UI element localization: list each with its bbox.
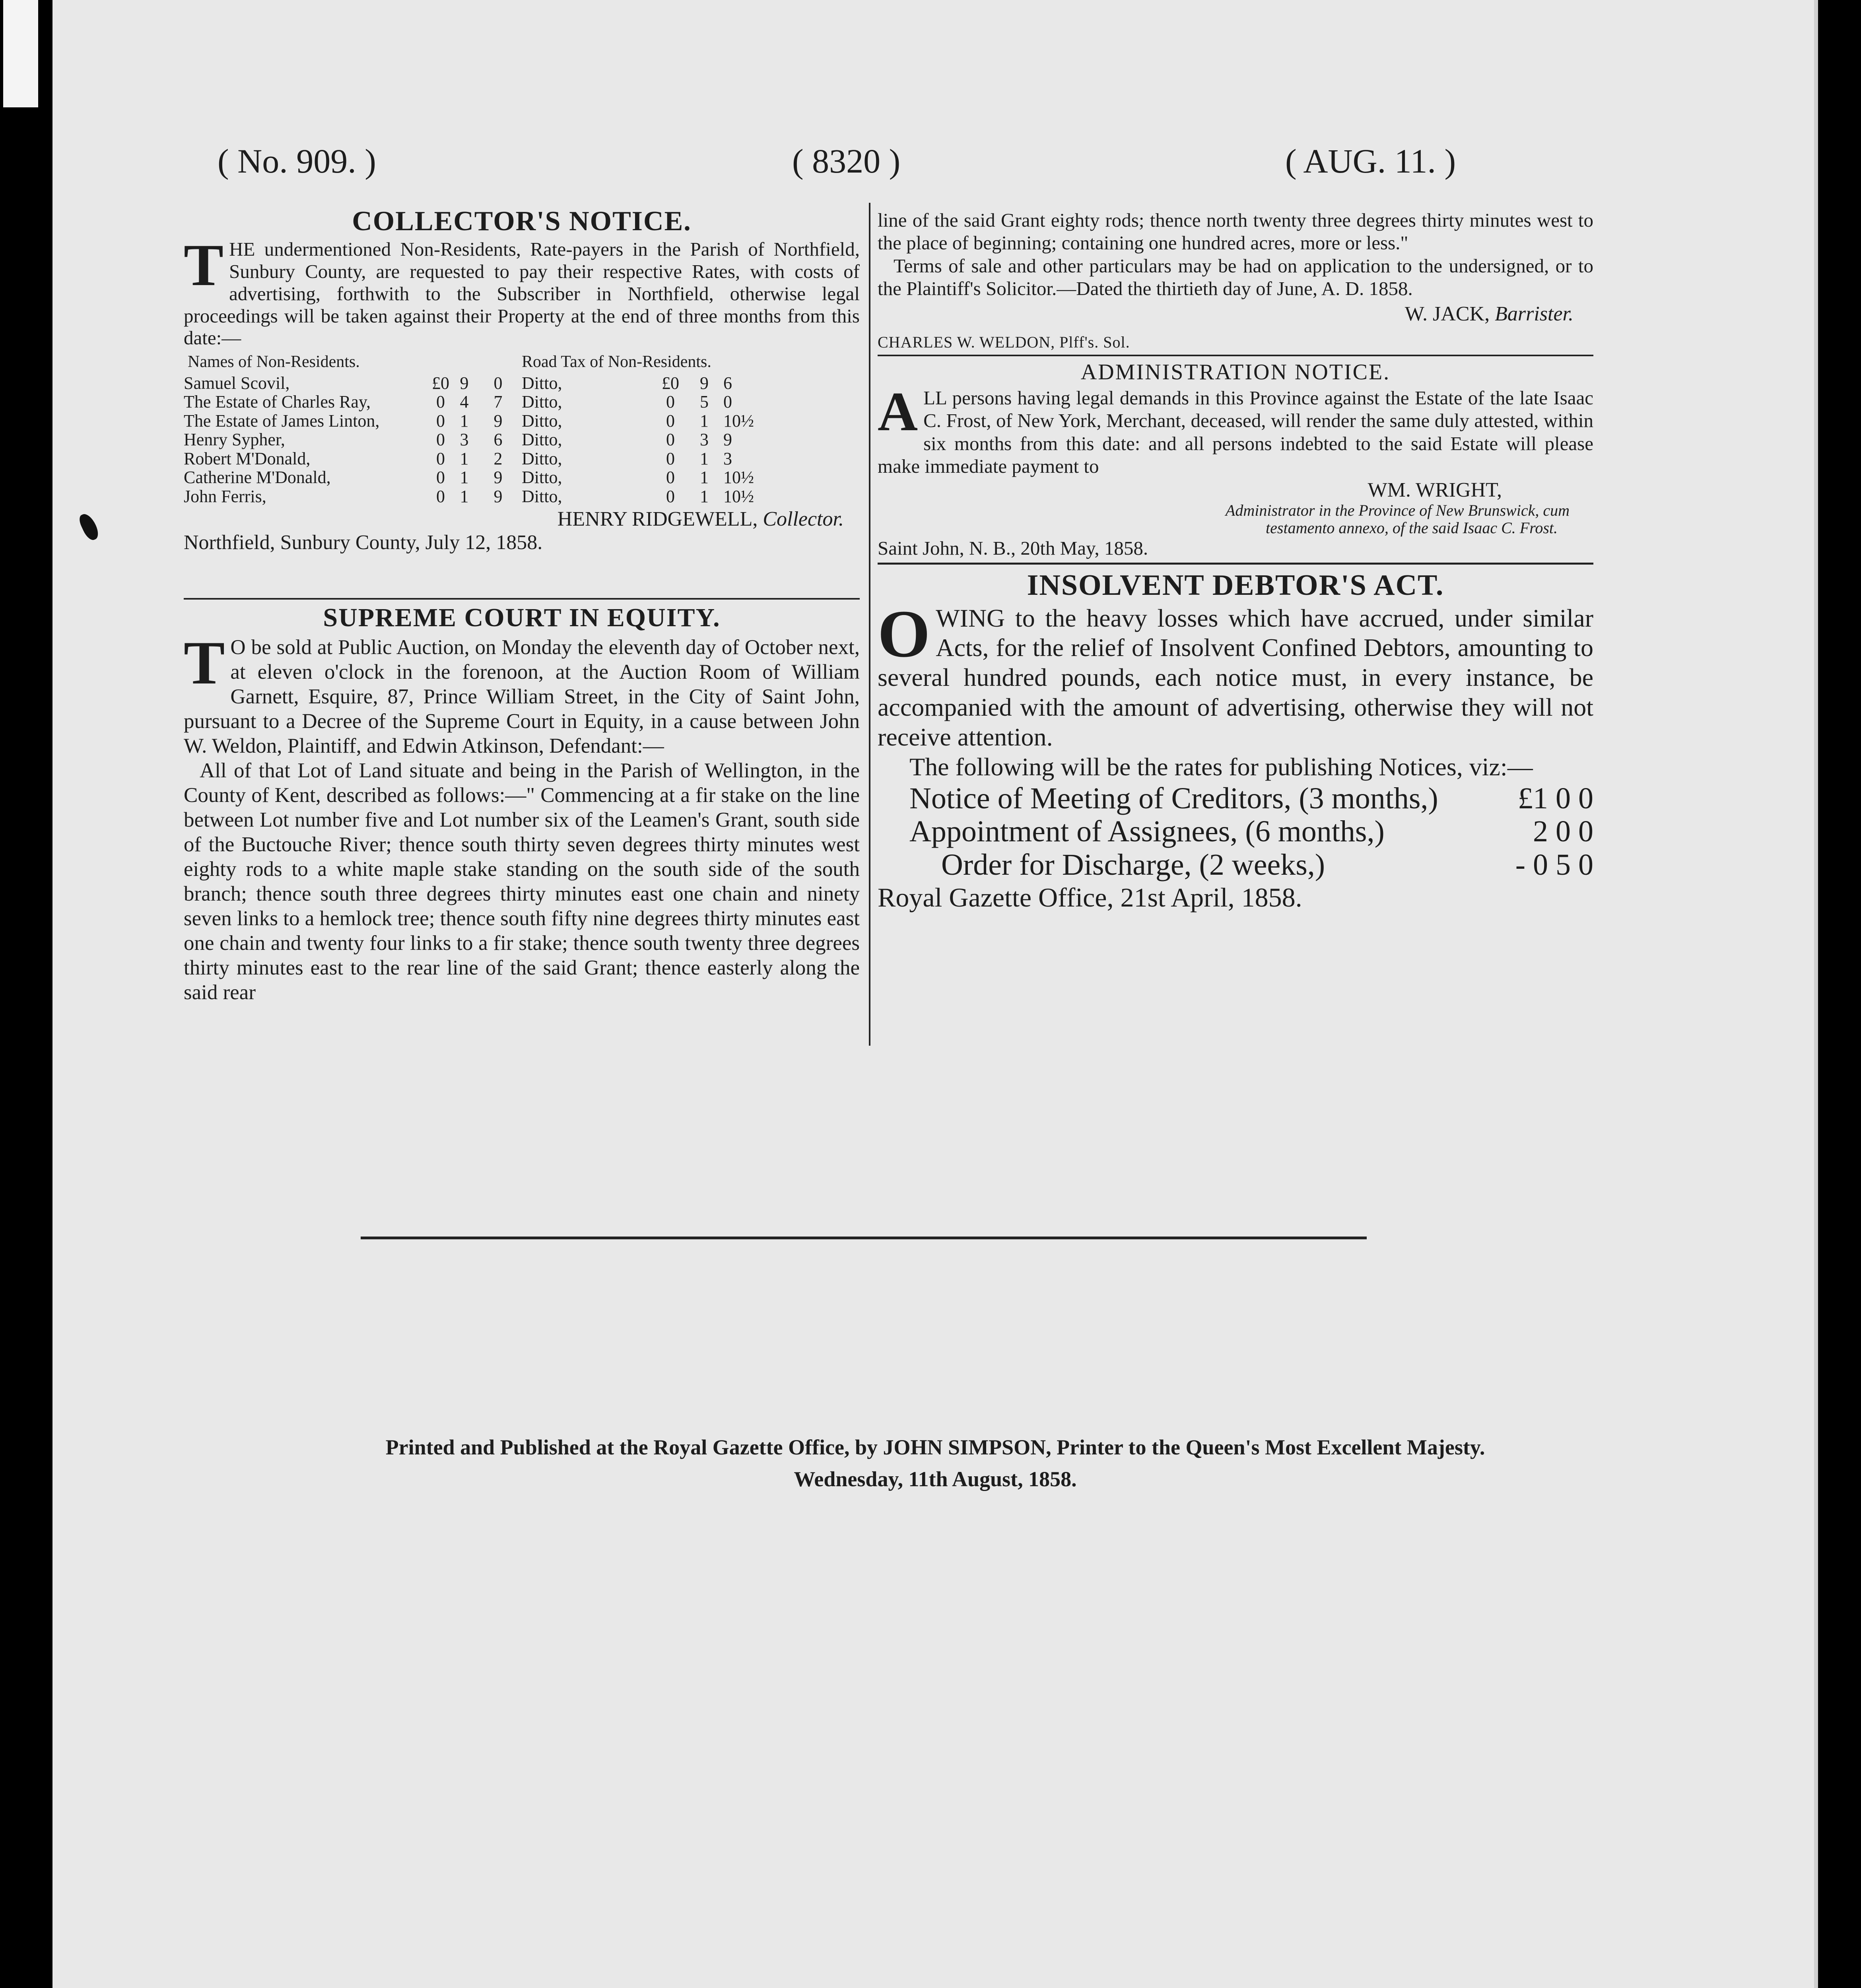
printer-imprint: Printed and Published at the Royal Gazette Office, by JOHN SIMPSON, Printer to the Queen's Most Excellent Majesty. (385, 1435, 1485, 1459)
administrator-signature: WM. WRIGHT, (1368, 479, 1502, 502)
section-divider (878, 355, 1593, 356)
drop-cap: T (184, 232, 224, 298)
barrister-signature: W. JACK, Barrister. (1404, 303, 1573, 326)
land-description-para: All of that Lot of Land situate and being in the Parish of Wellington, in the County of Kent, described as follows:—" Commencing at a fir stake on the line between Lot number five and Lot number six of the Leamen's Grant, south side of the Buctouche River; thence south thirty seven degrees thirty minutes west eighty rods to a white maple stake standing on the south side of the south branch; thence south three degrees thirty minutes east one chain and ninety seven links to a hemlock tree; thence south fifty nine degrees thirty minutes east one chain and twenty four links to a fir stake; thence south twenty three degrees thirty minutes east to the rear line of the said Grant; thence easterly along the said rear (184, 759, 860, 1004)
non-residents-table (184, 353, 860, 506)
page-edge-shadow (1814, 0, 1818, 1988)
issue-date: ( AUG. 11. ) (1285, 142, 1456, 180)
rates-table (878, 782, 1593, 882)
notice-title: ADMINISTRATION NOTICE. (1080, 360, 1391, 385)
closing-rule (361, 1237, 1367, 1239)
section-divider (184, 598, 860, 600)
scan-edge-mark (3, 0, 38, 107)
administration-notice (878, 360, 1593, 559)
table-row: Samuel Scovil, £0 9 0 Ditto, £0 9 6 (184, 373, 732, 393)
column-divider (869, 203, 870, 1046)
insolvent-body: OWING to the heavy losses which have accrued, under similar Acts, for the relief of Insolvent Confined Debtors, amounting to several hundred pounds, each notice must, in every instance, be accompanied with the amount of advertising, otherwise they will not receive attention. (878, 596, 1593, 751)
rate-row: Notice of Meeting of Creditors, (3 months,) £1 0 0 (909, 781, 1593, 815)
rate-row: Appointment of Assignees, (6 months,) 2 0 0 (909, 815, 1593, 848)
table-row: Henry Sypher, 0 3 6 Ditto, 0 3 9 (184, 430, 732, 450)
land-description-continued: line of the said Grant eighty rods; thence north twenty three degrees thirty minutes west to the place of beginning; containing one hundred acres, more or less." (878, 209, 1593, 254)
table-row: The Estate of James Linton, 0 1 9 Ditto, 0 1 10½ (184, 411, 754, 431)
administration-dateline: Saint John, N. B., 20th May, 1858. (878, 537, 1148, 559)
insolvent-dateline: Royal Gazette Office, 21st April, 1858. (878, 882, 1302, 912)
rate-row: Order for Discharge, (2 weeks,) - 0 5 0 (941, 848, 1593, 882)
sale-notice-para: T O be sold at Public Auction, on Monday the eleventh day of October next, at eleven o'clock in the forenoon, at the Auction Room of William Garnett, Esquire, 87, Prince William Street, in the City of Saint John, pursuant to a Decree of the Supreme Court in Equity, in a cause between John W. Weldon, Plaintiff, and Edwin Atkinson, Defendant:— (184, 628, 860, 757)
drop-cap: A (878, 381, 918, 443)
supreme-court-notice (184, 604, 860, 1005)
page-number: ( 8320 ) (792, 142, 901, 180)
insolvent-debtors-notice (878, 569, 1593, 913)
column-header-names: Names of Non-Residents. (188, 353, 360, 371)
column-header-tax: Road Tax of Non-Residents. (522, 353, 711, 371)
table-row: Catherine M'Donald, 0 1 9 Ditto, 0 1 10½ (184, 468, 754, 487)
solicitor-signature: CHARLES W. WELDON, Plff's. Sol. (878, 333, 1130, 351)
collector-signature: HENRY RIDGEWELL, Collector. (557, 508, 844, 531)
drop-cap: O (878, 596, 930, 671)
publication-date: Wednesday, 11th August, 1858. (794, 1467, 1077, 1491)
terms-of-sale: Terms of sale and other particulars may be had on application to the undersigned, or to the Plaintiff's Solicitor.—Dated the thirtieth day of June, A. D. 1858. (878, 254, 1593, 299)
notice-title: INSOLVENT DEBTOR'S ACT. (1027, 569, 1444, 602)
administration-body: ALL persons having legal demands in this Province against the Estate of the late Isaac C. Frost, of New York, Merchant, deceased, will render the same duly attested, within six months from this date: and all persons indebted to the said Estate will please make immediate payment to (878, 381, 1593, 477)
equity-continued (878, 209, 1593, 351)
table-row: The Estate of Charles Ray, 0 4 7 Ditto, 0 5 0 (184, 392, 732, 412)
drop-cap: T (184, 628, 225, 697)
gazette-page (52, 0, 1818, 1988)
table-row: John Ferris, 0 1 9 Ditto, 0 1 10½ (184, 486, 754, 506)
rates-intro: The following will be the rates for publishing Notices, viz:— (909, 752, 1533, 781)
collectors-notice (184, 206, 860, 596)
notice-body: THE undermentioned Non-Residents, Rate-payers in the Parish of Northfield, Sunbury County, are requested to pay their respective Rates, with costs of advertising, forthwith to the Subscriber in Northfield, otherwise legal proceedings will be taken against their Property at the end of three months from this date:— (184, 232, 860, 349)
left-column (184, 206, 860, 1005)
collector-dateline: Northfield, Sunbury County, July 12, 1858. (184, 531, 543, 554)
section-divider (878, 563, 1593, 565)
issue-number: ( No. 909. ) (218, 142, 376, 180)
notice-title: SUPREME COURT IN EQUITY. (323, 603, 721, 632)
right-column (878, 209, 1593, 913)
notice-title: COLLECTOR'S NOTICE. (352, 206, 692, 237)
administrator-role: Administrator in the Province of New Brunswick, cum testamento annexo, of the said Isaac C. Frost. (1225, 501, 1570, 537)
ink-blot (77, 511, 101, 542)
table-row: Robert M'Donald, 0 1 2 Ditto, 0 1 3 (184, 448, 732, 468)
